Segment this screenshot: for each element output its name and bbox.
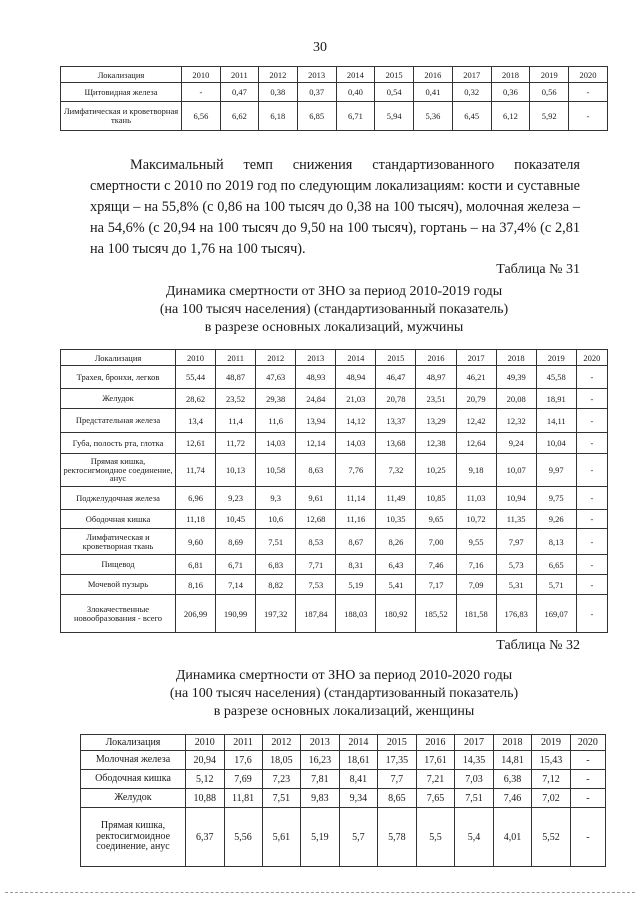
column-header-year: 2017: [456, 350, 496, 366]
table-cell: 7,23: [262, 770, 301, 789]
table-cell: 5,7: [339, 808, 378, 867]
table-cell: -: [576, 575, 607, 595]
table-cell: 6,12: [491, 102, 530, 131]
table-cell: 190,99: [216, 595, 256, 633]
table-cell: 5,73: [496, 555, 536, 575]
table-cell: 14,03: [336, 433, 376, 454]
column-header-year: 2011: [216, 350, 256, 366]
column-header-year: 2019: [536, 350, 576, 366]
table-cell: 47,63: [256, 366, 296, 389]
table-cell: 8,65: [378, 789, 417, 808]
table-row: [61, 510, 608, 529]
row-label: Прямая кишка, ректосигмоидное соединение, анус: [61, 454, 176, 487]
column-header-year: 2012: [262, 735, 301, 751]
page-number: 30: [313, 40, 327, 55]
table-cell: 9,26: [536, 510, 576, 529]
row-label: Щитовидная железа: [61, 83, 182, 102]
table-cell: 5,94: [375, 102, 414, 131]
table-cell: 0,47: [220, 83, 258, 102]
table-cell: 11,72: [216, 433, 256, 454]
table31-caption-line: (на 100 тысяч населения) (стандартизованный показатель): [159, 302, 509, 317]
body-paragraph: [90, 155, 580, 260]
table-cell: 187,84: [296, 595, 336, 633]
table-cell: 18,91: [536, 389, 576, 409]
table-cell: 9,75: [536, 487, 576, 510]
table-cell: 169,07: [536, 595, 576, 633]
table-cell: 6,43: [376, 555, 416, 575]
column-header-location: Локализация: [81, 735, 186, 751]
table-cell: -: [569, 102, 608, 131]
table-row: [61, 389, 608, 409]
table-cell: 0,54: [375, 83, 414, 102]
column-header-year: 2015: [375, 67, 414, 83]
table-cell: -: [570, 789, 605, 808]
table-cell: 6,65: [536, 555, 576, 575]
table-cell: -: [576, 510, 607, 529]
column-header-year: 2017: [455, 735, 494, 751]
table-cell: -: [570, 751, 605, 770]
table-row: [81, 808, 606, 867]
row-label: Ободочная кишка: [61, 510, 176, 529]
table-cell: -: [576, 595, 607, 633]
table31-caption: [60, 283, 608, 337]
table-row: [61, 409, 608, 433]
table-cell: 7,7: [378, 770, 417, 789]
header-row: [61, 350, 608, 366]
table31-caption-line: в разрезе основных локализаций, мужчины: [204, 320, 464, 335]
table-cell: 188,03: [336, 595, 376, 633]
table-row: [61, 83, 608, 102]
table-cell: 10,58: [256, 454, 296, 487]
table-cell: 11,81: [224, 789, 262, 808]
row-label: Желудок: [61, 389, 176, 409]
table-cell: 13,94: [296, 409, 336, 433]
table32: [80, 734, 606, 867]
table-cell: 6,71: [216, 555, 256, 575]
table32-caption: [70, 667, 618, 721]
table-cell: 9,60: [176, 529, 216, 555]
column-header-year: 2013: [301, 735, 340, 751]
table-cell: 180,92: [376, 595, 416, 633]
table-cell: 6,38: [493, 770, 532, 789]
table-cell: 13,68: [376, 433, 416, 454]
table-cell: 0,40: [336, 83, 375, 102]
table-cell: 7,51: [262, 789, 301, 808]
row-label: Пищевод: [61, 555, 176, 575]
table-cell: 55,44: [176, 366, 216, 389]
table-cell: 23,52: [216, 389, 256, 409]
table-cell: -: [570, 808, 605, 867]
table-cell: 9,55: [456, 529, 496, 555]
table-cell: 24,84: [296, 389, 336, 409]
table-cell: 46,47: [376, 366, 416, 389]
table32-caption-line: (на 100 тысяч населения) (стандартизованный показатель): [169, 686, 519, 701]
table-cell: 12,68: [296, 510, 336, 529]
table-cell: 12,32: [496, 409, 536, 433]
table31-label: Таблица № 31: [496, 262, 580, 277]
table-row: [61, 555, 608, 575]
table-row: [61, 454, 608, 487]
table-cell: 28,62: [176, 389, 216, 409]
table-cell: 7,12: [532, 770, 571, 789]
table-cell: 7,02: [532, 789, 571, 808]
table-cell: 46,21: [456, 366, 496, 389]
table-cell: 7,21: [416, 770, 455, 789]
table-row: [81, 751, 606, 770]
column-header-year: 2020: [570, 735, 605, 751]
table-cell: 10,04: [536, 433, 576, 454]
table-cell: -: [576, 366, 607, 389]
table-cell: 7,14: [216, 575, 256, 595]
table-cell: 5,19: [336, 575, 376, 595]
table-cell: 9,83: [301, 789, 340, 808]
table-cell: 7,32: [376, 454, 416, 487]
column-header-year: 2019: [530, 67, 569, 83]
table-cell: 7,51: [256, 529, 296, 555]
table-cell: -: [576, 409, 607, 433]
table-cell: 5,52: [532, 808, 571, 867]
table-cell: 7,76: [336, 454, 376, 487]
row-label: Ободочная кишка: [81, 770, 186, 789]
table-cell: 18,05: [262, 751, 301, 770]
row-label: Лимфатическая и кроветворная ткань: [61, 102, 182, 131]
column-header-year: 2011: [220, 67, 258, 83]
table-cell: 8,67: [336, 529, 376, 555]
table-cell: 6,56: [182, 102, 221, 131]
table-cell: 7,16: [456, 555, 496, 575]
table-cell: 8,16: [176, 575, 216, 595]
table-cell: 12,42: [456, 409, 496, 433]
column-header-year: 2016: [414, 67, 453, 83]
table-cell: 20,94: [186, 751, 225, 770]
table-cell: 7,53: [296, 575, 336, 595]
table-cell: 15,43: [532, 751, 571, 770]
column-header-year: 2010: [186, 735, 225, 751]
table-cell: 20,78: [376, 389, 416, 409]
table-cell: 10,07: [496, 454, 536, 487]
column-header-year: 2014: [336, 67, 375, 83]
table-cell: 5,36: [414, 102, 453, 131]
row-label: Поджелудочная железа: [61, 487, 176, 510]
table-cell: 7,03: [455, 770, 494, 789]
table-cell: 0,37: [297, 83, 336, 102]
table-cell: 9,18: [456, 454, 496, 487]
table-row: [61, 487, 608, 510]
table-cell: 8,26: [376, 529, 416, 555]
table-cell: 12,14: [296, 433, 336, 454]
table-cell: 8,41: [339, 770, 378, 789]
table-cell: 9,23: [216, 487, 256, 510]
table-cell: 5,71: [536, 575, 576, 595]
table-cell: 185,52: [416, 595, 456, 633]
table-cell: 6,85: [297, 102, 336, 131]
table-cell: 11,16: [336, 510, 376, 529]
table-cell: 13,29: [416, 409, 456, 433]
table-cell: 7,46: [416, 555, 456, 575]
table-cell: 49,39: [496, 366, 536, 389]
column-header-year: 2016: [416, 735, 455, 751]
table-cell: 10,6: [256, 510, 296, 529]
table-cell: 6,37: [186, 808, 225, 867]
table-cell: 4,01: [493, 808, 532, 867]
table-cell: 6,96: [176, 487, 216, 510]
column-header-year: 2016: [416, 350, 456, 366]
table-cell: -: [569, 83, 608, 102]
column-header-year: 2014: [339, 735, 378, 751]
table-cell: 14,03: [256, 433, 296, 454]
column-header-year: 2010: [176, 350, 216, 366]
table-cell: 48,93: [296, 366, 336, 389]
header-row: [61, 67, 608, 83]
scan-edge-divider: [5, 892, 635, 893]
table-row: [61, 529, 608, 555]
table-cell: 6,45: [452, 102, 491, 131]
table-row: [81, 789, 606, 808]
table-row: [81, 770, 606, 789]
table-cell: 13,37: [376, 409, 416, 433]
table-cell: 21,03: [336, 389, 376, 409]
table-cell: 11,18: [176, 510, 216, 529]
table-cell: 0,41: [414, 83, 453, 102]
table-cell: 5,56: [224, 808, 262, 867]
row-label: Молочная железа: [81, 751, 186, 770]
column-header-year: 2011: [224, 735, 262, 751]
table-cell: 7,09: [456, 575, 496, 595]
table-cell: 197,32: [256, 595, 296, 633]
table-cell: 11,6: [256, 409, 296, 433]
table32-label: Таблица № 32: [496, 638, 580, 653]
table-cell: 10,94: [496, 487, 536, 510]
table-cell: 7,00: [416, 529, 456, 555]
column-header-year: 2018: [491, 67, 530, 83]
table-cell: 176,83: [496, 595, 536, 633]
table-cell: 5,5: [416, 808, 455, 867]
column-header-year: 2015: [376, 350, 416, 366]
table-cell: 18,61: [339, 751, 378, 770]
table-cell: 12,64: [456, 433, 496, 454]
paragraph-text: Максимальный темп снижения стандартизованного показателя смертности с 2010 по 2019 год по следующим локализациям: кости и суставные хрящи – на 55,8% (с 0,86 на 100 тысяч до 0,38 на 100 тысяч), молочная железа – на 54,6% (с 20,94 на 100 тысяч до 9,50 на 100 тысяч), гортань – на 37,4% (с 2,81 на 100 тысяч до 1,76 на 100 тысяч).: [90, 157, 580, 257]
table-cell: 45,58: [536, 366, 576, 389]
table-cell: 14,81: [493, 751, 532, 770]
table-cell: 9,24: [496, 433, 536, 454]
table-cell: 9,97: [536, 454, 576, 487]
column-header-year: 2014: [336, 350, 376, 366]
table-cell: 20,79: [456, 389, 496, 409]
table-cell: 6,62: [220, 102, 258, 131]
row-label: Злокачественные новообразования - всего: [61, 595, 176, 633]
row-label: Прямая кишка, ректосигмоидное соединение, анус: [81, 808, 186, 867]
table-cell: 16,23: [301, 751, 340, 770]
table-cell: 7,51: [455, 789, 494, 808]
table-cell: -: [576, 555, 607, 575]
table-cell: 20,08: [496, 389, 536, 409]
table-cell: -: [182, 83, 221, 102]
table-cell: 11,03: [456, 487, 496, 510]
table-cell: 14,12: [336, 409, 376, 433]
table-cell: 8,69: [216, 529, 256, 555]
table-cell: 11,4: [216, 409, 256, 433]
column-header-year: 2017: [452, 67, 491, 83]
table-cell: 7,65: [416, 789, 455, 808]
table-cell: 8,13: [536, 529, 576, 555]
table-cell: 11,14: [336, 487, 376, 510]
table-cell: 17,35: [378, 751, 417, 770]
table-row: [61, 433, 608, 454]
table-cell: 7,81: [301, 770, 340, 789]
table-cell: 10,35: [376, 510, 416, 529]
table-cell: 5,61: [262, 808, 301, 867]
table-cell: 5,41: [376, 575, 416, 595]
table-cell: 7,46: [493, 789, 532, 808]
table-cell: -: [576, 454, 607, 487]
table-cell: 48,97: [416, 366, 456, 389]
column-header-year: 2018: [496, 350, 536, 366]
table-cell: 8,31: [336, 555, 376, 575]
table-cell: 6,83: [256, 555, 296, 575]
table-cell: 10,88: [186, 789, 225, 808]
row-label: Губа, полость рта, глотка: [61, 433, 176, 454]
table-row: [61, 595, 608, 633]
table-cell: 10,72: [456, 510, 496, 529]
column-header-year: 2015: [378, 735, 417, 751]
table-cell: 5,19: [301, 808, 340, 867]
table-cell: 14,35: [455, 751, 494, 770]
table-cell: 206,99: [176, 595, 216, 633]
table-cell: 6,81: [176, 555, 216, 575]
table-cell: 0,38: [258, 83, 297, 102]
row-label: Мочевой пузырь: [61, 575, 176, 595]
table-cell: 29,38: [256, 389, 296, 409]
table-cell: 5,78: [378, 808, 417, 867]
table-cell: 9,61: [296, 487, 336, 510]
column-header-year: 2018: [493, 735, 532, 751]
table-cell: 181,58: [456, 595, 496, 633]
table-cell: 7,17: [416, 575, 456, 595]
table-cell: 10,45: [216, 510, 256, 529]
table-cell: 12,61: [176, 433, 216, 454]
table-cell: 14,11: [536, 409, 576, 433]
table-cell: 13,4: [176, 409, 216, 433]
table-cell: 11,35: [496, 510, 536, 529]
row-label: Предстательная железа: [61, 409, 176, 433]
table-cell: 7,71: [296, 555, 336, 575]
table-cell: 9,3: [256, 487, 296, 510]
table-cell: 8,53: [296, 529, 336, 555]
table-cell: 17,61: [416, 751, 455, 770]
table-continued: [60, 66, 608, 131]
column-header-year: 2020: [576, 350, 607, 366]
column-header-year: 2020: [569, 67, 608, 83]
table-cell: 0,32: [452, 83, 491, 102]
table-cell: 23,51: [416, 389, 456, 409]
row-label: Лимфатическая и кроветворная ткань: [61, 529, 176, 555]
table-cell: 9,65: [416, 510, 456, 529]
table-cell: 8,63: [296, 454, 336, 487]
table31: [60, 349, 608, 633]
table-cell: 0,36: [491, 83, 530, 102]
row-label: Трахея, бронхи, легков: [61, 366, 176, 389]
column-header-year: 2012: [256, 350, 296, 366]
table-cell: 5,92: [530, 102, 569, 131]
table-cell: 6,71: [336, 102, 375, 131]
table-cell: 5,12: [186, 770, 225, 789]
table32-caption-line: Динамика смертности от ЗНО за период 2010-2020 годы: [175, 668, 513, 683]
column-header-year: 2019: [532, 735, 571, 751]
table-cell: 8,82: [256, 575, 296, 595]
table-cell: 7,69: [224, 770, 262, 789]
table31-caption-line: Динамика смертности от ЗНО за период 2010-2019 годы: [165, 284, 503, 299]
column-header-year: 2013: [296, 350, 336, 366]
table-cell: -: [570, 770, 605, 789]
table-cell: 12,38: [416, 433, 456, 454]
column-header-year: 2010: [182, 67, 221, 83]
table-cell: 10,85: [416, 487, 456, 510]
table-cell: 10,13: [216, 454, 256, 487]
table-cell: -: [576, 529, 607, 555]
row-label: Желудок: [81, 789, 186, 808]
table32-caption-line: в разрезе основных локализаций, женщины: [213, 704, 475, 719]
table-row: [61, 575, 608, 595]
column-header-location: Локализация: [61, 350, 176, 366]
table-cell: 48,87: [216, 366, 256, 389]
table-cell: 48,94: [336, 366, 376, 389]
table-cell: 0,56: [530, 83, 569, 102]
table-cell: 11,49: [376, 487, 416, 510]
table-row: [61, 102, 608, 131]
table-cell: 9,34: [339, 789, 378, 808]
table-cell: -: [576, 433, 607, 454]
table-cell: -: [576, 389, 607, 409]
header-row: [81, 735, 606, 751]
column-header-year: 2012: [258, 67, 297, 83]
column-header-location: Локализация: [61, 67, 182, 83]
table-cell: 6,18: [258, 102, 297, 131]
table-cell: 11,74: [176, 454, 216, 487]
column-header-year: 2013: [297, 67, 336, 83]
table-cell: 5,4: [455, 808, 494, 867]
table-row: [61, 366, 608, 389]
table-cell: 17,6: [224, 751, 262, 770]
table-cell: 5,31: [496, 575, 536, 595]
table-cell: -: [576, 487, 607, 510]
table-cell: 10,25: [416, 454, 456, 487]
table-cell: 7,97: [496, 529, 536, 555]
